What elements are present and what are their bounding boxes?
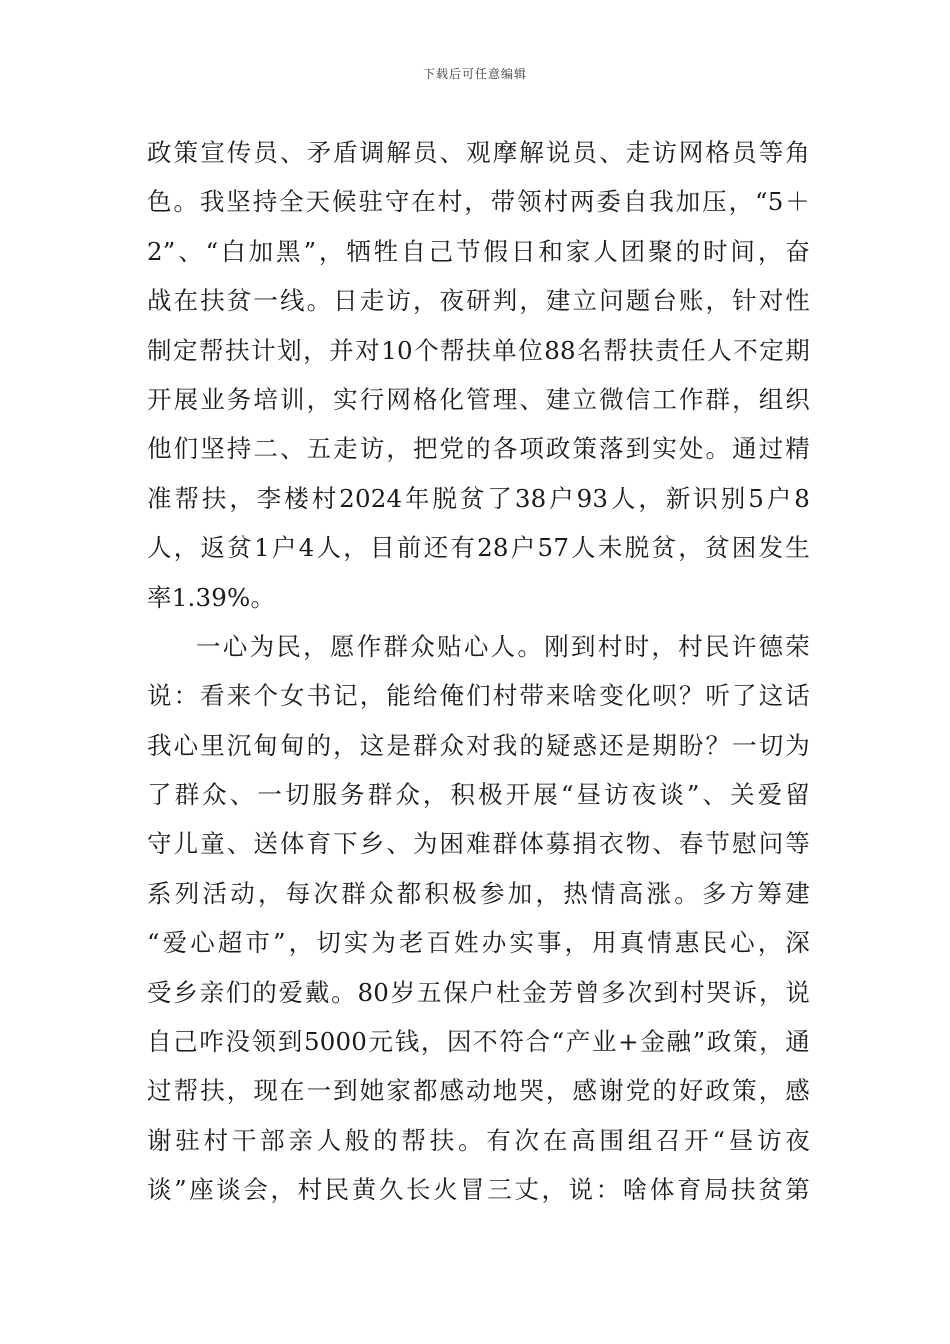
- text-line: 谢驻村干部亲人般的帮扶。有次在高围组召开“昼访夜: [147, 1125, 810, 1155]
- text-line: 他们坚持二、五走访，把党的各项政策落到实处。通过精: [147, 434, 810, 464]
- text-line: 战在扶贫一线。日走访，夜研判，建立问题台账，针对性: [147, 286, 810, 316]
- paragraph-1: [147, 128, 810, 622]
- text-line: 率1.39%。: [147, 582, 276, 612]
- text-line: 一心为民，愿作群众贴心人。刚到村时，村民许德荣: [196, 631, 810, 661]
- text-line: 了群众、一切服务群众，积极开展“昼访夜谈”、关爱留: [147, 780, 810, 810]
- text-line: 准帮扶，李楼村2024年脱贫了38户93人，新识别5户8: [147, 483, 810, 513]
- text-line: 我心里沉甸甸的，这是群众对我的疑惑还是期盼？一切为: [147, 730, 810, 760]
- text-line: 人，返贫1户4人，目前还有28户57人未脱贫，贫困发生: [147, 533, 810, 563]
- text-line: 开展业务培训，实行网格化管理、建立微信工作群，组织: [147, 384, 810, 414]
- text-line: 自己咋没领到5000元钱，因不符合“产业+金融”政策，通: [147, 1027, 810, 1057]
- document-body: [147, 128, 810, 1215]
- text-line: 制定帮扶计划，并对10个帮扶单位88名帮扶责任人不定期: [147, 335, 810, 365]
- text-line: 受乡亲们的爱戴。80岁五保户杜金芳曾多次到村哭诉，说: [147, 977, 810, 1007]
- text-line: 说：看来个女书记，能给俺们村带来啥变化呗？听了这话: [147, 681, 810, 711]
- paragraph-2: [147, 622, 810, 1215]
- text-line: “爱心超市”，切实为老百姓办实事，用真情惠民心，深: [147, 928, 810, 958]
- text-line: 过帮扶，现在一到她家都感动地哭，感谢党的好政策，感: [147, 1076, 810, 1106]
- page-header-note: 下载后可任意编辑: [422, 67, 527, 81]
- text-line: 谈”座谈会，村民黄久长火冒三丈，说：啥体育局扶贫第: [147, 1175, 810, 1205]
- text-line: 色。我坚持全天候驻守在村，带领村两委自我加压，“5＋: [147, 187, 810, 217]
- text-line: 2”、“白加黑”，牺牲自己节假日和家人团聚的时间，奋: [147, 236, 810, 266]
- text-line: 政策宣传员、矛盾调解员、观摩解说员、走访网格员等角: [147, 138, 810, 167]
- text-line: 系列活动，每次群众都积极参加，热情高涨。多方筹建: [147, 878, 810, 908]
- text-line: 守儿童、送体育下乡、为困难群体募捐衣物、春节慰问等: [147, 829, 810, 859]
